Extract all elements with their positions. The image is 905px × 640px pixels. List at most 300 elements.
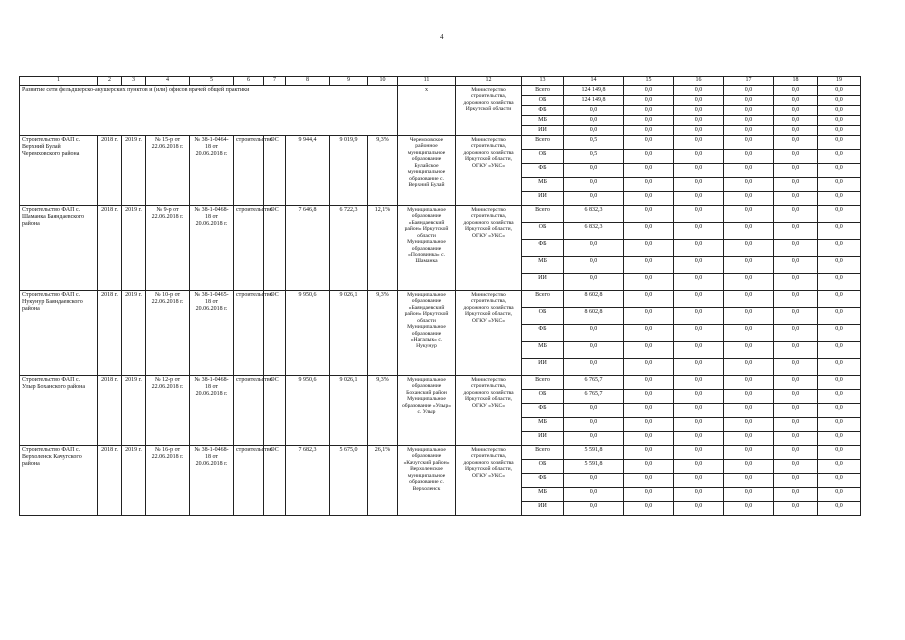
amount-cell: 0,0 xyxy=(674,342,724,359)
amount-cell: 0,0 xyxy=(624,359,674,376)
amount-cell: 0,0 xyxy=(724,502,774,516)
amount-cell: 0,0 xyxy=(674,460,724,474)
object-work-type: строительство xyxy=(234,376,264,446)
amount-cell: 0,0 xyxy=(774,432,818,446)
amount-cell: 5 591,8 xyxy=(564,446,624,460)
amount-cell: 0,0 xyxy=(724,136,774,150)
object-start-year: 2018 г. xyxy=(98,291,122,376)
amount-cell: 5 591,8 xyxy=(564,460,624,474)
object-permit: № 38-1-0468-18 от 20.06.2018 г. xyxy=(190,446,234,516)
amount-cell: 0,0 xyxy=(674,359,724,376)
amount-cell: 0,0 xyxy=(624,418,674,432)
summary-customer: Министерство строительства, дорожного хозяйства Иркутской области xyxy=(456,86,522,136)
column-number-7: 7 xyxy=(264,77,286,86)
amount-cell: 0,0 xyxy=(624,86,674,96)
amount-cell: 0,0 xyxy=(724,291,774,308)
amount-cell: 0,0 xyxy=(564,240,624,257)
object-order: № 16-р от 22.06.2018 г. xyxy=(146,446,190,516)
funding-source: ФБ xyxy=(522,474,564,488)
amount-cell: 0,0 xyxy=(564,404,624,418)
column-number-1: 1 xyxy=(20,77,98,86)
amount-cell: 8 602,8 xyxy=(564,291,624,308)
amount-cell: 0,0 xyxy=(624,96,674,106)
amount-cell: 0,0 xyxy=(674,150,724,164)
column-number-17: 17 xyxy=(724,77,774,86)
amount-cell: 0,0 xyxy=(564,325,624,342)
object-start-year: 2018 г. xyxy=(98,136,122,206)
amount-cell: 0,0 xyxy=(774,342,818,359)
amount-cell: 0,0 xyxy=(624,257,674,274)
amount-cell: 0,0 xyxy=(774,488,818,502)
column-number-16: 16 xyxy=(674,77,724,86)
amount-cell: 0,0 xyxy=(774,308,818,325)
column-number-13: 13 xyxy=(522,77,564,86)
object-customer: Министерство строительства, дорожного хозяйства Иркутской области, ОГКУ «УКС» xyxy=(456,291,522,376)
amount-cell: 0,0 xyxy=(818,126,861,136)
object-end-year: 2019 г. xyxy=(122,376,146,446)
object-location: Муниципальное образование «Качугский район» Верхоленское муниципальное образование с. Верхоленск xyxy=(398,446,456,516)
amount-cell: 0,0 xyxy=(724,432,774,446)
object-order: № 9-р от 22.06.2018 г. xyxy=(146,206,190,291)
summary-row xyxy=(20,86,861,96)
funding-source: ОБ xyxy=(522,96,564,106)
amount-cell: 0,0 xyxy=(564,274,624,291)
amount-cell: 0,0 xyxy=(624,460,674,474)
column-number-11: 11 xyxy=(398,77,456,86)
object-end-year: 2019 г. xyxy=(122,136,146,206)
object-work-type: строительство xyxy=(234,446,264,516)
object-permit: № 38-1-0468-18 от 20.06.2018 г. xyxy=(190,376,234,446)
funding-source: ФБ xyxy=(522,106,564,116)
amount-cell: 0,0 xyxy=(564,432,624,446)
object-work-type: строительство xyxy=(234,136,264,206)
amount-cell: 0,0 xyxy=(774,192,818,206)
amount-cell: 0,0 xyxy=(564,502,624,516)
funding-source: Всего xyxy=(522,291,564,308)
amount-cell: 0,0 xyxy=(564,116,624,126)
amount-cell: 0,0 xyxy=(818,376,861,390)
column-number-row xyxy=(20,77,861,86)
amount-cell: 0,0 xyxy=(724,257,774,274)
amount-cell: 0,0 xyxy=(724,274,774,291)
amount-cell: 0,0 xyxy=(674,474,724,488)
amount-cell: 0,0 xyxy=(624,488,674,502)
amount-cell: 0,0 xyxy=(674,178,724,192)
amount-cell: 0,0 xyxy=(818,206,861,223)
object-work-type: строительство xyxy=(234,206,264,291)
amount-cell: 0,0 xyxy=(724,126,774,136)
amount-cell: 0,0 xyxy=(674,308,724,325)
amount-cell: 0,0 xyxy=(724,446,774,460)
amount-cell: 0,0 xyxy=(774,223,818,240)
column-number-8: 8 xyxy=(286,77,330,86)
amount-cell: 0,0 xyxy=(724,342,774,359)
object-name: Строительство ФАП с. Нукунур Баяндаевского района xyxy=(20,291,98,376)
amount-cell: 0,0 xyxy=(624,223,674,240)
amount-cell: 0,0 xyxy=(774,376,818,390)
funding-source: ОБ xyxy=(522,460,564,474)
amount-cell: 0,0 xyxy=(724,206,774,223)
amount-cell: 0,0 xyxy=(724,96,774,106)
funding-source: ФБ xyxy=(522,325,564,342)
column-number-15: 15 xyxy=(624,77,674,86)
amount-cell: 0,0 xyxy=(818,257,861,274)
funding-source: ИИ xyxy=(522,432,564,446)
amount-cell: 0,0 xyxy=(674,418,724,432)
object-type: ОС xyxy=(264,291,286,376)
amount-cell: 0,0 xyxy=(564,359,624,376)
amount-cell: 0,0 xyxy=(674,404,724,418)
amount-cell: 0,0 xyxy=(774,150,818,164)
amount-cell: 0,0 xyxy=(674,291,724,308)
amount-cell: 0,0 xyxy=(818,240,861,257)
amount-cell: 0,0 xyxy=(818,274,861,291)
amount-cell: 0,0 xyxy=(774,359,818,376)
object-row xyxy=(20,136,861,150)
object-order: № 10-р от 22.06.2018 г. xyxy=(146,291,190,376)
amount-cell: 0,0 xyxy=(564,178,624,192)
column-number-3: 3 xyxy=(122,77,146,86)
amount-cell: 0,0 xyxy=(774,178,818,192)
column-number-9: 9 xyxy=(330,77,368,86)
funding-source: Всего xyxy=(522,136,564,150)
amount-cell: 0,0 xyxy=(818,96,861,106)
funding-source: МБ xyxy=(522,116,564,126)
amount-cell: 0,0 xyxy=(774,502,818,516)
funding-source: ФБ xyxy=(522,404,564,418)
column-number-10: 10 xyxy=(368,77,398,86)
amount-cell: 0,0 xyxy=(674,223,724,240)
amount-cell: 0,0 xyxy=(674,390,724,404)
amount-cell: 0,0 xyxy=(674,446,724,460)
amount-cell: 0,0 xyxy=(818,325,861,342)
object-percent: 9,3% xyxy=(368,291,398,376)
column-number-12: 12 xyxy=(456,77,522,86)
object-name: Строительство ФАП с. Верхний Булай Черемховского района xyxy=(20,136,98,206)
object-customer: Министерство строительства, дорожного хозяйства Иркутской области, ОГКУ «УКС» xyxy=(456,136,522,206)
amount-cell: 0,0 xyxy=(774,136,818,150)
amount-cell: 0,0 xyxy=(674,325,724,342)
amount-cell: 0,0 xyxy=(624,376,674,390)
amount-cell: 0,0 xyxy=(818,164,861,178)
amount-cell: 0,0 xyxy=(724,404,774,418)
object-percent: 12,1% xyxy=(368,206,398,291)
amount-cell: 0,0 xyxy=(818,488,861,502)
column-number-6: 6 xyxy=(234,77,264,86)
amount-cell: 0,0 xyxy=(564,126,624,136)
amount-cell: 0,0 xyxy=(818,474,861,488)
column-number-14: 14 xyxy=(564,77,624,86)
object-location: Муниципальное образование «Баяндаевский район» Иркутской области Муниципальное образование «Нагалык» с. Нукунур xyxy=(398,291,456,376)
object-type: ОС xyxy=(264,136,286,206)
funding-source: МБ xyxy=(522,488,564,502)
object-start-year: 2018 г. xyxy=(98,206,122,291)
amount-cell: 0,0 xyxy=(724,150,774,164)
funding-source: МБ xyxy=(522,342,564,359)
amount-cell: 0,0 xyxy=(564,192,624,206)
amount-cell: 0,0 xyxy=(624,325,674,342)
amount-cell: 0,0 xyxy=(724,192,774,206)
amount-cell: 0,0 xyxy=(724,376,774,390)
funding-source: ИИ xyxy=(522,502,564,516)
amount-cell: 0,0 xyxy=(818,178,861,192)
amount-cell: 6 832,3 xyxy=(564,206,624,223)
object-customer: Министерство строительства, дорожного хозяйства Иркутской области, ОГКУ «УКС» xyxy=(456,206,522,291)
object-type: ОС xyxy=(264,376,286,446)
funding-source: МБ xyxy=(522,257,564,274)
object-fact: 9 026,1 xyxy=(330,376,368,446)
amount-cell: 0,0 xyxy=(818,432,861,446)
amount-cell: 0,0 xyxy=(774,116,818,126)
amount-cell: 0,0 xyxy=(818,404,861,418)
amount-cell: 0,0 xyxy=(818,390,861,404)
funding-source: Всего xyxy=(522,376,564,390)
object-end-year: 2019 г. xyxy=(122,446,146,516)
amount-cell: 0,0 xyxy=(564,164,624,178)
object-location: Муниципальное образование «Баяндаевский район» Иркутской области Муниципальное образование «Половинка» с. Шаманка xyxy=(398,206,456,291)
funding-source: ОБ xyxy=(522,390,564,404)
amount-cell: 0,0 xyxy=(624,308,674,325)
amount-cell: 0,0 xyxy=(624,192,674,206)
amount-cell: 0,0 xyxy=(724,240,774,257)
amount-cell: 0,0 xyxy=(774,206,818,223)
amount-cell: 0,0 xyxy=(818,150,861,164)
object-cost: 9 950,6 xyxy=(286,291,330,376)
amount-cell: 0,0 xyxy=(674,240,724,257)
object-type: ОС xyxy=(264,206,286,291)
amount-cell: 0,0 xyxy=(724,223,774,240)
page-number: 4 xyxy=(440,33,444,41)
amount-cell: 0,0 xyxy=(564,418,624,432)
amount-cell: 0,0 xyxy=(624,164,674,178)
amount-cell: 0,0 xyxy=(774,86,818,96)
object-row xyxy=(20,291,861,308)
object-name: Строительство ФАП с. Верхоленск Качугского района xyxy=(20,446,98,516)
object-start-year: 2018 г. xyxy=(98,446,122,516)
object-name: Строительство ФАП с. Улыр Боханского района xyxy=(20,376,98,446)
column-number-5: 5 xyxy=(190,77,234,86)
amount-cell: 6 832,3 xyxy=(564,223,624,240)
object-fact: 9 019,9 xyxy=(330,136,368,206)
amount-cell: 0,0 xyxy=(774,257,818,274)
object-row xyxy=(20,376,861,390)
amount-cell: 0,0 xyxy=(564,106,624,116)
amount-cell: 124 149,8 xyxy=(564,86,624,96)
amount-cell: 124 149,8 xyxy=(564,96,624,106)
funding-source: ИИ xyxy=(522,192,564,206)
object-permit: № 38-1-0468-18 от 20.06.2018 г. xyxy=(190,206,234,291)
amount-cell: 0,0 xyxy=(624,432,674,446)
amount-cell: 0,0 xyxy=(818,308,861,325)
amount-cell: 0,0 xyxy=(624,116,674,126)
amount-cell: 0,0 xyxy=(818,291,861,308)
object-location: Муниципальное образование Боханский район Муниципальное образование «Улыр» с. Улыр xyxy=(398,376,456,446)
table-body xyxy=(20,77,861,516)
funding-source: ИИ xyxy=(522,274,564,291)
amount-cell: 0,0 xyxy=(818,460,861,474)
column-number-18: 18 xyxy=(774,77,818,86)
funding-source: МБ xyxy=(522,418,564,432)
object-cost: 7 682,3 xyxy=(286,446,330,516)
amount-cell: 6 765,7 xyxy=(564,390,624,404)
amount-cell: 0,0 xyxy=(818,116,861,126)
amount-cell: 0,0 xyxy=(774,460,818,474)
amount-cell: 0,0 xyxy=(624,404,674,418)
amount-cell: 0,0 xyxy=(818,223,861,240)
object-permit: № 38-1-0464-18 от 20.06.2018 г. xyxy=(190,136,234,206)
amount-cell: 0,5 xyxy=(564,150,624,164)
column-number-2: 2 xyxy=(98,77,122,86)
amount-cell: 0,0 xyxy=(624,150,674,164)
amount-cell: 0,0 xyxy=(774,126,818,136)
amount-cell: 0,0 xyxy=(774,274,818,291)
amount-cell: 0,0 xyxy=(818,136,861,150)
object-cost: 9 950,6 xyxy=(286,376,330,446)
amount-cell: 0,0 xyxy=(564,474,624,488)
amount-cell: 0,0 xyxy=(724,390,774,404)
amount-cell: 0,0 xyxy=(674,96,724,106)
amount-cell: 0,0 xyxy=(624,342,674,359)
amount-cell: 0,0 xyxy=(674,86,724,96)
amount-cell: 0,0 xyxy=(774,446,818,460)
amount-cell: 0,0 xyxy=(624,178,674,192)
amount-cell: 0,0 xyxy=(818,359,861,376)
amount-cell: 0,0 xyxy=(564,342,624,359)
amount-cell: 0,0 xyxy=(624,390,674,404)
object-order: № 15-р от 22.06.2018 г. xyxy=(146,136,190,206)
amount-cell: 0,0 xyxy=(674,126,724,136)
amount-cell: 0,0 xyxy=(624,274,674,291)
object-end-year: 2019 г. xyxy=(122,206,146,291)
object-type: ОС xyxy=(264,446,286,516)
amount-cell: 0,0 xyxy=(724,325,774,342)
amount-cell: 0,0 xyxy=(674,116,724,126)
column-number-19: 19 xyxy=(818,77,861,86)
summary-name: Развитие сети фельдшерско-акушерских пунктов и (или) офисов врачей общей практики xyxy=(20,86,398,136)
amount-cell: 0,0 xyxy=(674,164,724,178)
object-percent: 26,1% xyxy=(368,446,398,516)
amount-cell: 0,0 xyxy=(724,164,774,178)
amount-cell: 0,0 xyxy=(624,136,674,150)
amount-cell: 0,0 xyxy=(774,404,818,418)
amount-cell: 0,0 xyxy=(674,274,724,291)
amount-cell: 0,0 xyxy=(674,432,724,446)
amount-cell: 0,0 xyxy=(674,257,724,274)
funding-source: Всего xyxy=(522,206,564,223)
object-fact: 5 675,0 xyxy=(330,446,368,516)
object-order: № 12-р от 22.06.2018 г. xyxy=(146,376,190,446)
amount-cell: 0,0 xyxy=(774,240,818,257)
amount-cell: 0,0 xyxy=(818,502,861,516)
column-number-4: 4 xyxy=(146,77,190,86)
object-name: Строительство ФАП с. Шаманка Баяндаевского района xyxy=(20,206,98,291)
object-permit: № 38-1-0465-18 от 20.06.2018 г. xyxy=(190,291,234,376)
amount-cell: 0,5 xyxy=(564,136,624,150)
amount-cell: 0,0 xyxy=(564,257,624,274)
amount-cell: 0,0 xyxy=(774,291,818,308)
amount-cell: 0,0 xyxy=(818,192,861,206)
object-fact: 9 026,1 xyxy=(330,291,368,376)
object-cost: 9 944,4 xyxy=(286,136,330,206)
amount-cell: 0,0 xyxy=(774,96,818,106)
amount-cell: 0,0 xyxy=(724,106,774,116)
amount-cell: 0,0 xyxy=(818,446,861,460)
amount-cell: 0,0 xyxy=(818,86,861,96)
funding-source: ИИ xyxy=(522,126,564,136)
object-end-year: 2019 г. xyxy=(122,291,146,376)
object-percent: 9,3% xyxy=(368,376,398,446)
amount-cell: 0,0 xyxy=(564,488,624,502)
amount-cell: 0,0 xyxy=(674,488,724,502)
summary-col11: х xyxy=(398,86,456,136)
object-row xyxy=(20,206,861,223)
amount-cell: 0,0 xyxy=(724,86,774,96)
amount-cell: 0,0 xyxy=(624,474,674,488)
amount-cell: 0,0 xyxy=(774,474,818,488)
amount-cell: 0,0 xyxy=(674,206,724,223)
amount-cell: 0,0 xyxy=(724,359,774,376)
object-work-type: строительство xyxy=(234,291,264,376)
amount-cell: 0,0 xyxy=(724,418,774,432)
object-customer: Министерство строительства, дорожного хозяйства Иркутской области, ОГКУ «УКС» xyxy=(456,446,522,516)
amount-cell: 0,0 xyxy=(818,106,861,116)
object-customer: Министерство строительства, дорожного хозяйства Иркутской области, ОГКУ «УКС» xyxy=(456,376,522,446)
amount-cell: 0,0 xyxy=(674,192,724,206)
object-fact: 6 722,3 xyxy=(330,206,368,291)
amount-cell: 6 765,7 xyxy=(564,376,624,390)
amount-cell: 0,0 xyxy=(724,116,774,126)
amount-cell: 0,0 xyxy=(624,446,674,460)
amount-cell: 0,0 xyxy=(624,291,674,308)
amount-cell: 0,0 xyxy=(774,390,818,404)
amount-cell: 0,0 xyxy=(624,106,674,116)
amount-cell: 0,0 xyxy=(774,325,818,342)
amount-cell: 0,0 xyxy=(624,126,674,136)
funding-source: Всего xyxy=(522,446,564,460)
amount-cell: 8 602,8 xyxy=(564,308,624,325)
funding-source: ОБ xyxy=(522,223,564,240)
amount-cell: 0,0 xyxy=(674,502,724,516)
amount-cell: 0,0 xyxy=(674,376,724,390)
funding-source: ИИ xyxy=(522,359,564,376)
funding-source: МБ xyxy=(522,178,564,192)
amount-cell: 0,0 xyxy=(818,418,861,432)
amount-cell: 0,0 xyxy=(724,178,774,192)
amount-cell: 0,0 xyxy=(774,164,818,178)
object-cost: 7 646,8 xyxy=(286,206,330,291)
funding-source: ФБ xyxy=(522,240,564,257)
amount-cell: 0,0 xyxy=(774,418,818,432)
program-table xyxy=(19,76,861,516)
amount-cell: 0,0 xyxy=(674,136,724,150)
funding-source: ФБ xyxy=(522,164,564,178)
amount-cell: 0,0 xyxy=(774,106,818,116)
amount-cell: 0,0 xyxy=(724,460,774,474)
amount-cell: 0,0 xyxy=(724,474,774,488)
amount-cell: 0,0 xyxy=(724,308,774,325)
amount-cell: 0,0 xyxy=(724,488,774,502)
object-percent: 9,3% xyxy=(368,136,398,206)
funding-source: ОБ xyxy=(522,308,564,325)
amount-cell: 0,0 xyxy=(624,206,674,223)
amount-cell: 0,0 xyxy=(818,342,861,359)
object-start-year: 2018 г. xyxy=(98,376,122,446)
funding-source: Всего xyxy=(522,86,564,96)
object-location: Черемховское районное муниципальное образование Булайское муниципальное образование с. Верхний Булай xyxy=(398,136,456,206)
object-row xyxy=(20,446,861,460)
amount-cell: 0,0 xyxy=(674,106,724,116)
amount-cell: 0,0 xyxy=(624,240,674,257)
